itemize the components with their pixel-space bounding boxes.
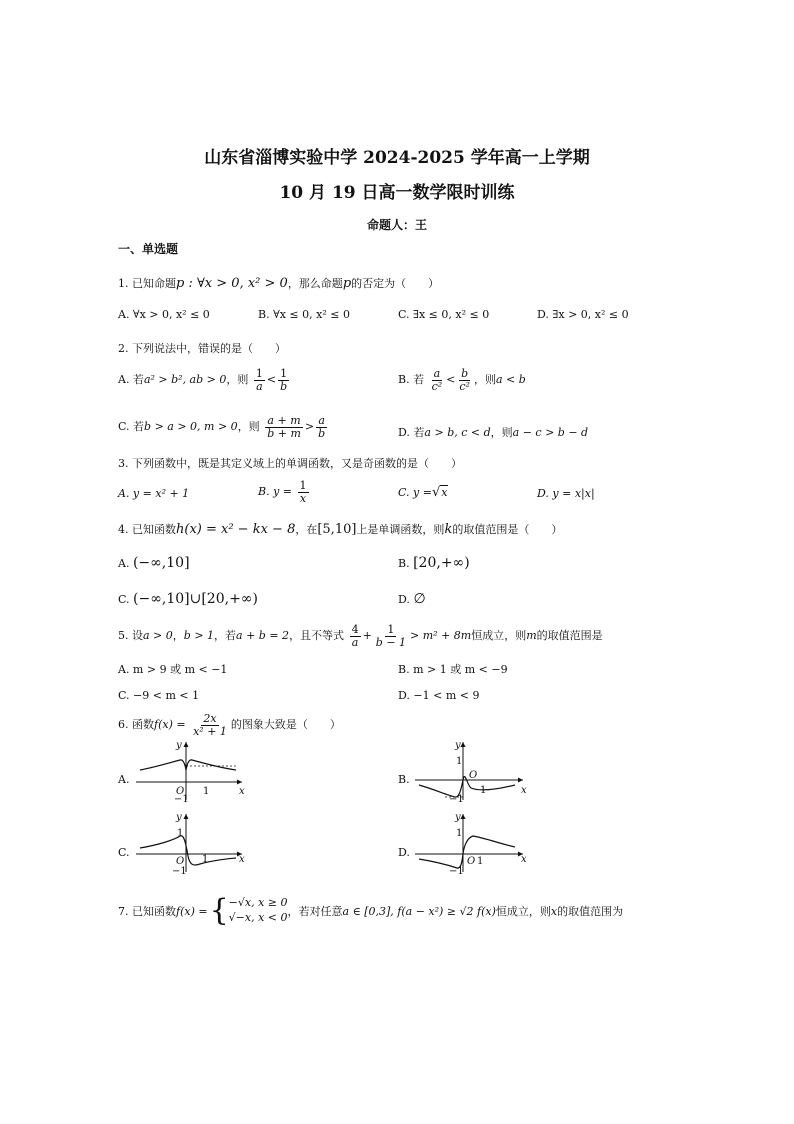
curve (140, 836, 236, 865)
q5-option-a: A. m > 9 或 m < −1 (118, 663, 228, 676)
origin-label: O (467, 856, 476, 867)
q2-a-then: ，则 (226, 373, 249, 387)
x-arrow (518, 778, 523, 783)
x-label: x (521, 854, 527, 865)
q2-c-frac-right: $\frac{a}{b}$ (318, 414, 326, 440)
origin-label: O (176, 856, 185, 867)
y-label: y (176, 812, 182, 823)
q2-option-a: A. 若a² > b², ab > 0，则 $\frac{1}{a}$ < $\frac{1}{b}$ (118, 367, 288, 393)
q2-c-frac-left: $\frac{a + m}{b + m}$ (267, 414, 301, 440)
y-label: y (176, 740, 182, 751)
q2-option-d: D. 若a > b, c < d，则a − c > b − d (398, 426, 589, 439)
question-6-stem: 6. 函数f(x) = $\frac{2x}{\text{x² + 1}}$ 的图象大致是（ ） (118, 712, 341, 738)
tick-1x-label: 1 (477, 856, 484, 867)
q4-k: k (444, 522, 453, 537)
tick-neg1-label: −1 (172, 866, 187, 877)
q1-tail: 的否定为（ ） (351, 277, 440, 290)
y-label: y (455, 740, 461, 751)
q1-proposition: p : ∀x > 0, x² > 0 (176, 276, 288, 291)
q2-option-c: C. 若b > a > 0, m > 0，则 $\frac{a + m}{b + m}$ > $\frac{a}{b}$ (118, 414, 326, 440)
q6-graph-c (136, 812, 248, 877)
question-3-stem: 3. 下列函数中，既是其定义域上的单调函数，又是奇函数的是（ ） (118, 457, 462, 470)
q3-option-b: B. y = $\frac{1}{x}$ (258, 479, 307, 505)
q2-a-frac-left: $\frac{1}{a}$ (255, 367, 263, 393)
title-line-2: 10 月 19 日高一数学限时训练 (279, 183, 515, 203)
tick-neg1-label: −1 (449, 866, 464, 877)
origin-label: O (176, 786, 185, 797)
q2-b-prefix: B. 若 (398, 373, 425, 387)
q5-frac-left: $\frac{4}{a}$ (351, 623, 359, 649)
question-2-stem: 2. 下列说法中，错误的是（ ） (118, 342, 286, 355)
q4-function: h(x) = x² − kx − 8 (176, 522, 296, 537)
x-arrow (237, 780, 242, 785)
q1-option-b: B. ∀x ≤ 0, x² ≤ 0 (258, 308, 350, 321)
tick-1x-label: 1 (480, 785, 487, 796)
y-label: y (455, 812, 461, 823)
q4-option-d: D. ∅ (398, 591, 426, 607)
q6-graph-b (415, 740, 530, 805)
q5-option-c: C. −9 < m < 1 (118, 689, 200, 702)
q5-frac-right: $\frac{1}{b - 1}$ (375, 623, 407, 649)
question-7-stem: 7. 已知函数 f(x) = { −√x, x ≥ 0 √−x, x < 0 ，若对任意 a ∈ [0,3], f(a − x²) ≥ √2 f(x) 恒成立，则 x 的取值范围为 (118, 893, 624, 928)
q1-p: p (342, 276, 352, 291)
title-line-1: 山东省淄博实验中学 2024-2025 学年高一上学期 (204, 148, 590, 168)
q7-condition: a ∈ [0,3], f(a − x²) ≥ √2 f(x) (342, 904, 496, 918)
q3-b-frac: $\frac{1}{x}$ (299, 479, 307, 505)
tick-1x-label: 1 (202, 854, 209, 865)
q3-option-d: D. y = x|x| (537, 487, 595, 500)
q6-option-b-label: B. (398, 773, 410, 786)
q5-option-b: B. m > 1 或 m < −9 (398, 663, 508, 676)
q6-option-c-label: C. (118, 846, 130, 859)
q4-interval: [5,10] (317, 522, 357, 537)
q7-cases: −√x, x ≥ 0 √−x, x < 0 (228, 896, 288, 924)
q1-option-a: A. ∀x > 0, x² ≤ 0 (118, 308, 210, 321)
tick-neg1-label: −1 (449, 794, 464, 805)
author-line: 命题人：王 (366, 218, 427, 232)
q6-frac: $\frac{2x}{\text{x² + 1}}$ (193, 712, 227, 738)
q2-d-result: a − c > b − d (512, 426, 589, 439)
q4-option-a: A. (−∞,10] (118, 555, 190, 571)
q3-option-a: A. y = x² + 1 (118, 487, 190, 500)
q2-d-condition: a > b, c < d (424, 426, 491, 439)
q5-option-d: D. −1 < m < 9 (398, 689, 480, 702)
section-heading: 一、单选题 (118, 242, 179, 256)
tick-1-label: 1 (456, 756, 463, 767)
y-arrow (461, 742, 466, 747)
tick-1-label: 1 (203, 786, 210, 797)
q3-c-radicand: x (441, 486, 448, 499)
y-arrow (184, 742, 189, 747)
tick-1-label: 1 (456, 828, 463, 839)
q6-graph-d (415, 812, 530, 877)
x-label: x (239, 786, 245, 797)
q2-b-frac-right: $\frac{b}{\text{c²}}$ (459, 367, 470, 393)
q2-a-prefix: A. 若 (118, 373, 144, 387)
q6-graph-a (136, 740, 248, 805)
q1-number: 1. (118, 277, 132, 290)
q2-b-result: a < b (495, 373, 526, 387)
q6-option-d-label: D. (398, 846, 410, 859)
q2-a-frac-right: $\frac{1}{b}$ (280, 367, 288, 393)
origin-label: O (469, 770, 478, 781)
q2-b-frac-left: $\frac{a}{\text{c²}}$ (431, 367, 443, 393)
tick-1-label: 1 (177, 828, 184, 839)
q1-suffix: ，那么命题 (287, 277, 343, 290)
q2-c-condition: b > a > 0, m > 0 (144, 420, 238, 434)
question-5-stem: 5. 设a > 0，b > 1，若a + b = 2，且不等式 $\frac{4}{a}$ + $\frac{1}{b - 1}$ > m² + 8m恒成立，则m的取值范围是 (118, 623, 603, 649)
q2-a-condition: a² > b², ab > 0 (143, 373, 227, 387)
q4-option-c: C. (−∞,10]∪[20,+∞) (118, 591, 258, 607)
question-1 (118, 275, 439, 291)
q3-option-c: C. y =√x (398, 485, 448, 500)
y-arrow (461, 814, 466, 819)
q1-prefix: 已知命题 (132, 277, 176, 290)
question-4-stem: 4. 已知函数h(x) = x² − kx − 8，在[5,10]上是单调函数，则k的取值范围是（ ） (118, 522, 563, 537)
q1-option-c: C. ∃x ≤ 0, x² ≤ 0 (398, 308, 490, 321)
q4-option-b: B. [20,+∞) (398, 555, 470, 571)
x-label: x (239, 854, 245, 865)
curve (140, 760, 236, 770)
tick-neg1-label: −1 (174, 794, 189, 805)
q1-option-d: D. ∃x > 0, x² ≤ 0 (537, 308, 629, 321)
q6-option-a-label: A. (118, 773, 130, 786)
q2-option-b: B. 若 $\frac{a}{\text{c²}}$ < $\frac{b}{\text{c²}}$ ，则a < b (398, 367, 526, 393)
x-label: x (521, 785, 527, 796)
q7-brace: { (209, 893, 229, 928)
y-arrow (184, 814, 189, 819)
